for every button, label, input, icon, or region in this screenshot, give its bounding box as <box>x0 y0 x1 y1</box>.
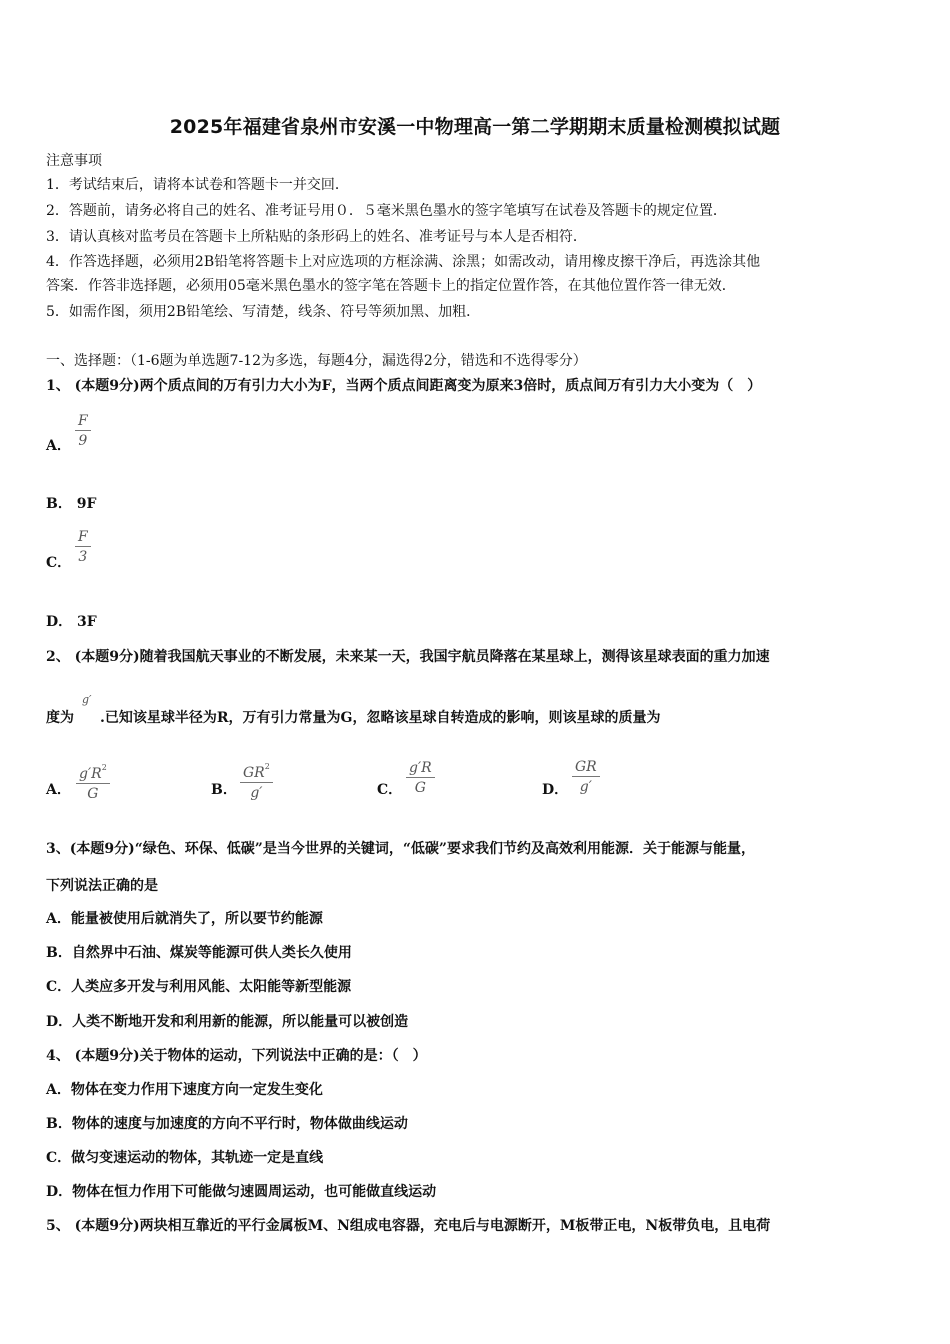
q4-option-c[interactable]: C．做匀变速运动的物体，其轨迹一定是直线 <box>46 1150 324 1166</box>
q3-stem-line1: 3、(本题9分)“绿色、环保、低碳”是当今世界的关键词，“低碳”要求我们节约及高效利用能源．关于能源与能量， <box>46 841 755 857</box>
notice-heading: 注意事项 <box>46 153 102 169</box>
notice-item: 5．如需作图，须用2B铅笔绘、写清楚，线条、符号等须加黑、加粗． <box>46 304 481 320</box>
q3-option-d[interactable]: D．人类不断地开发和利用新的能源，所以能量可以被创造 <box>46 1014 409 1030</box>
notice-item: 2．答题前，请务必将自己的姓名、准考证号用０．５毫米黑色墨水的签字笔填写在试卷及答题卡的规定位置． <box>46 203 727 219</box>
q2-option-b-label[interactable]: B． <box>211 782 237 798</box>
fraction-denominator: 3 <box>78 549 88 565</box>
fraction-numerator: F <box>78 529 88 545</box>
fraction-denominator: G <box>87 786 99 802</box>
exam-title: 2025年福建省泉州市安溪一中物理高一第二学期期末质量检测模拟试题 <box>169 116 781 138</box>
q2-option-d-label[interactable]: D． <box>542 782 569 798</box>
q2-option-c-fraction <box>406 759 435 798</box>
notice-item: 答案．作答非选择题，必须用05毫米黑色墨水的签字笔在答题卡上的指定位置作答，在其他位置作答一律无效． <box>46 278 736 294</box>
q3-stem-line2: 下列说法正确的是 <box>46 878 158 894</box>
q2-option-a-label[interactable]: A． <box>46 782 71 798</box>
q2-stem-line1: 2、 (本题9分)随着我国航天事业的不断发展，未来某一天，我国宇航员降落在某星球上，测得该星球表面的重力加速 <box>46 649 770 665</box>
q1-option-b[interactable]: B． 9F <box>46 496 97 512</box>
section-heading: 一、选择题：（1-6题为单选题7-12为多选，每题4分，漏选得2分，错选和不选得零分） <box>46 353 587 369</box>
fraction-denominator: 9 <box>78 433 88 449</box>
q2-option-a-fraction <box>76 759 110 804</box>
q4-option-b[interactable]: B．物体的速度与加速度的方向不平行时，物体做曲线运动 <box>46 1116 408 1132</box>
q3-option-b[interactable]: B．自然界中石油、煤炭等能源可供人类长久使用 <box>46 945 352 961</box>
q3-option-c[interactable]: C．人类应多开发与利用风能、太阳能等新型能源 <box>46 979 352 995</box>
q2-option-c-label[interactable]: C． <box>377 782 403 798</box>
fraction-numerator: g′R <box>409 760 432 776</box>
fraction-numerator: $GR^2$ <box>243 762 270 781</box>
q4-stem: 4、 (本题9分)关于物体的运动，下列说法中正确的是：（ ） <box>46 1048 427 1064</box>
q2-stem-line2-post: .已知该星球半径为R，万有引力常量为G，忽略该星球自转造成的影响，则该星球的质量为 <box>100 710 661 726</box>
fraction-numerator: $g'R^2$ <box>79 763 107 782</box>
fraction-denominator: g′ <box>250 785 263 801</box>
fraction-numerator: F <box>78 413 88 429</box>
q1-option-c-fraction <box>75 528 91 567</box>
q1-option-d[interactable]: D． 3F <box>46 614 97 630</box>
q1-stem: 1、 (本题9分)两个质点间的万有引力大小为F，当两个质点间距离变为原来3倍时，质点间万有引力大小变为（ ） <box>46 378 762 394</box>
q4-option-a[interactable]: A．物体在变力作用下速度方向一定发生变化 <box>46 1082 323 1098</box>
q2-option-b-fraction <box>240 758 273 803</box>
fraction-numerator: GR <box>575 759 597 775</box>
q1-option-a-fraction <box>75 412 91 451</box>
q5-stem: 5、 (本题9分)两块相互靠近的平行金属板M、N组成电容器，充电后与电源断开，M板带正电，N板带负电，且电荷 <box>46 1218 771 1234</box>
fraction-denominator: g′ <box>579 779 592 795</box>
fraction-denominator: G <box>414 780 426 796</box>
q3-option-a[interactable]: A．能量被使用后就消失了，所以要节约能源 <box>46 911 323 927</box>
notice-item: 1．考试结束后，请将本试卷和答题卡一并交回． <box>46 177 349 193</box>
q1-option-a-label[interactable]: A． <box>46 438 71 454</box>
q2-gprime-symbol: g′ <box>82 693 92 706</box>
q1-option-c-label[interactable]: C． <box>46 555 72 571</box>
q4-option-d[interactable]: D．物体在恒力作用下可能做匀速圆周运动，也可能做直线运动 <box>46 1184 437 1200</box>
q2-stem-line2-pre: 度为 <box>46 710 74 726</box>
notice-item: 3．请认真核对监考员在答题卡上所粘贴的条形码上的姓名、准考证号与本人是否相符． <box>46 229 587 245</box>
notice-item: 4．作答选择题，必须用2B铅笔将答题卡上对应选项的方框涂满、涂黑；如需改动，请用橡皮擦干净后，再选涂其他 <box>46 254 761 270</box>
q2-option-d-fraction <box>572 758 600 797</box>
